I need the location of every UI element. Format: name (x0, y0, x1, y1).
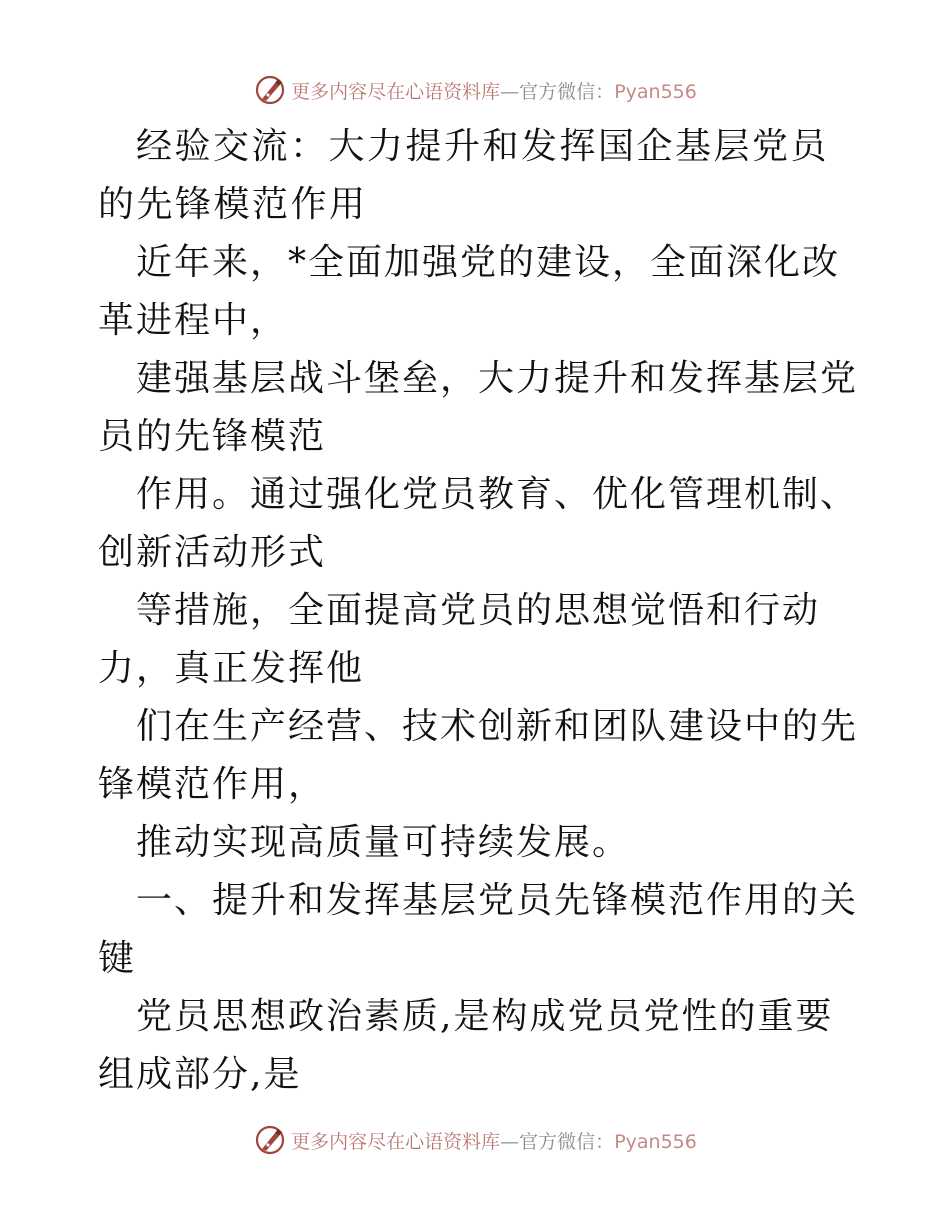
watermark-dash: — (500, 1130, 520, 1153)
pen-nib-logo-icon (253, 1123, 287, 1157)
watermark-wechat-label: 官方微信： (519, 80, 615, 103)
watermark-wechat-id: Pyan556 (614, 1130, 697, 1153)
paragraph: 党员思想政治素质,是构成党员党性的重要组成部分,是 (98, 996, 834, 1095)
paragraph: 推动实现高质量可持续发展。 (136, 822, 631, 863)
header-watermark (0, 70, 950, 110)
paragraph: 近年来，*全面加强党的建设，全面深化改革进程中， (98, 242, 841, 341)
pen-nib-logo-icon (253, 73, 287, 107)
footer-watermark (0, 1120, 950, 1160)
watermark-dash: — (500, 80, 520, 103)
paragraph: 建强基层战斗堡垒，大力提升和发挥基层党员的先锋模范 (98, 358, 859, 457)
document-body (98, 118, 858, 1104)
watermark-text (291, 1127, 697, 1154)
paragraph: 们在生产经营、技术创新和团队建设中的先锋模范作用， (98, 706, 859, 805)
watermark-site-text: 更多内容尽在心语资料库 (291, 80, 501, 103)
section-heading: 一、提升和发挥基层党员先锋模范作用的关键 (98, 880, 859, 979)
paragraph: 等措施，全面提高党员的思想觉悟和行动力，真正发挥他 (98, 590, 821, 689)
watermark-text (291, 77, 697, 104)
watermark-wechat-label: 官方微信： (519, 1130, 615, 1153)
document-title: 经验交流：大力提升和发挥国企基层党员的先锋模范作用 (98, 126, 830, 225)
watermark-site-text: 更多内容尽在心语资料库 (291, 1130, 501, 1153)
watermark-wechat-id: Pyan556 (614, 80, 697, 103)
paragraph: 作用。通过强化党员教育、优化管理机制、创新活动形式 (98, 474, 859, 573)
